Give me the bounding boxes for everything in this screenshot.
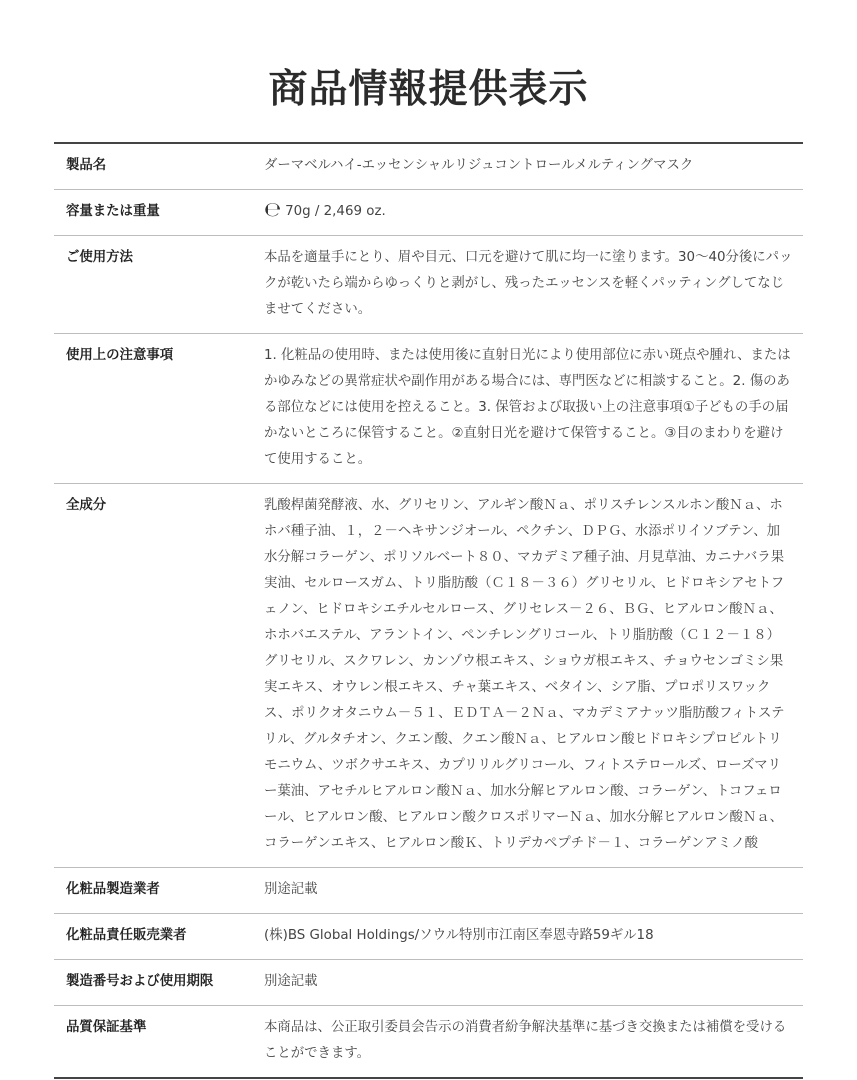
- row-quality-guarantee: [54, 1006, 803, 1079]
- row-label: 製品名: [54, 143, 264, 190]
- page-title: 商品情報提供表示: [268, 67, 589, 112]
- row-label: 品質保証基準: [66, 1020, 147, 1035]
- row-value: ダーマベルハイ-エッセンシャルリジュコントロールメルティングマスク: [264, 143, 803, 190]
- row-value-cell: [264, 190, 803, 236]
- row-value: 乳酸桿菌発酵液、水、グリセリン、アルギン酸Ｎａ、ポリスチレンスルホン酸Ｎａ、ホホバ種子油、１，２－ヘキサンジオール、ペクチン、ＤＰＧ、水添ポリイソブテン、加水分解コラーゲン、ポリソルベート８０、マカデミア種子油、月見草油、カニナバラ果実油、セルロースガム、トリ脂肪酸（Ｃ１８－３６）グリセリル、ヒドロキシアセトフェノン、ヒドロキシエチルセルロース、グリセレス－２６、ＢＧ、ヒアルロン酸Ｎａ、ホホバエステル、アラントイン、ペンチレングリコール、トリ脂肪酸（Ｃ１２－１８）グリセリル、スクワレン、カンゾウ根エキス、ショウガ根エキス、チョウセンゴミシ果実エキス、オウレン根エキス、チャ葉エキス、ベタイン、シア脂、プロポリスワックス、ポリクオタニウム－５１、ＥＤＴＡ－２Ｎａ、マカデミアナッツ脂肪酸フィトステリル、グルタチオン、クエン酸、クエン酸Ｎａ、ヒアルロン酸ヒドロキシプロピルトリモニウム、ツボクサエキス、カプリリルグリコール、フィトステロールズ、ローズマリー葉油、アセチルヒアルロン酸Ｎａ、加水分解ヒアルロン酸、コラーゲン、トコフェロール、ヒアルロン酸、ヒアルロン酸クロスポリマーＮａ、加水分解ヒアルロン酸Ｎａ、コラーゲンエキス、ヒアルロン酸Ｋ、トリデカペプチド－１、コラーゲンアミノ酸: [264, 484, 803, 868]
- row-value: 別途記載: [264, 868, 803, 914]
- row-label: 容量または重量: [54, 190, 264, 236]
- row-volume: [54, 190, 803, 236]
- product-info-table: [54, 142, 803, 1079]
- estimated-sign-icon: ℮: [264, 197, 282, 221]
- row-value: 70g / 2,469 oz.: [285, 204, 386, 219]
- row-directions: [54, 236, 803, 334]
- row-lot-expiry: [54, 960, 803, 1006]
- row-label: 化粧品製造業者: [54, 868, 264, 914]
- row-ingredients: [54, 484, 803, 868]
- row-label: 使用上の注意事項: [54, 334, 264, 484]
- row-value: 1. 化粧品の使用時、または使用後に直射日光により使用部位に赤い斑点や腫れ、またはかゆみなどの異常症状や副作用がある場合には、専門医などに相談すること。2. 傷のある部位などには使用を控えること。3. 保管および取扱い上の注意事項①子どもの手の届かないところに保管すること。②直射日光を避けて保管すること。③目のまわりを避けて使用すること。: [264, 334, 803, 484]
- row-label: 製造番号および使用期限: [54, 960, 264, 1006]
- row-manufacturer: [54, 868, 803, 914]
- row-label: ご使用方法: [54, 236, 264, 334]
- row-value: 本商品は、公正取引委員会告示の消費者紛争解決基準に基づき交換または補償を受けることができます。: [264, 1020, 787, 1061]
- row-label: 化粧品責任販売業者: [54, 914, 264, 960]
- row-distributor: [54, 914, 803, 960]
- row-label: 全成分: [54, 484, 264, 868]
- row-product-name: [54, 143, 803, 190]
- row-value: 別途記載: [264, 960, 803, 1006]
- row-value: 本品を適量手にとり、眉や目元、口元を避けて肌に均一に塗ります。30〜40分後にパックが乾いたら端からゆっくりと剥がし、残ったエッセンスを軽くパッティングしてなじませてください。: [264, 236, 803, 334]
- row-precautions: [54, 334, 803, 484]
- row-value: (株)BS Global Holdings/ソウル特別市江南区奉恩寺路59ギル18: [264, 914, 803, 960]
